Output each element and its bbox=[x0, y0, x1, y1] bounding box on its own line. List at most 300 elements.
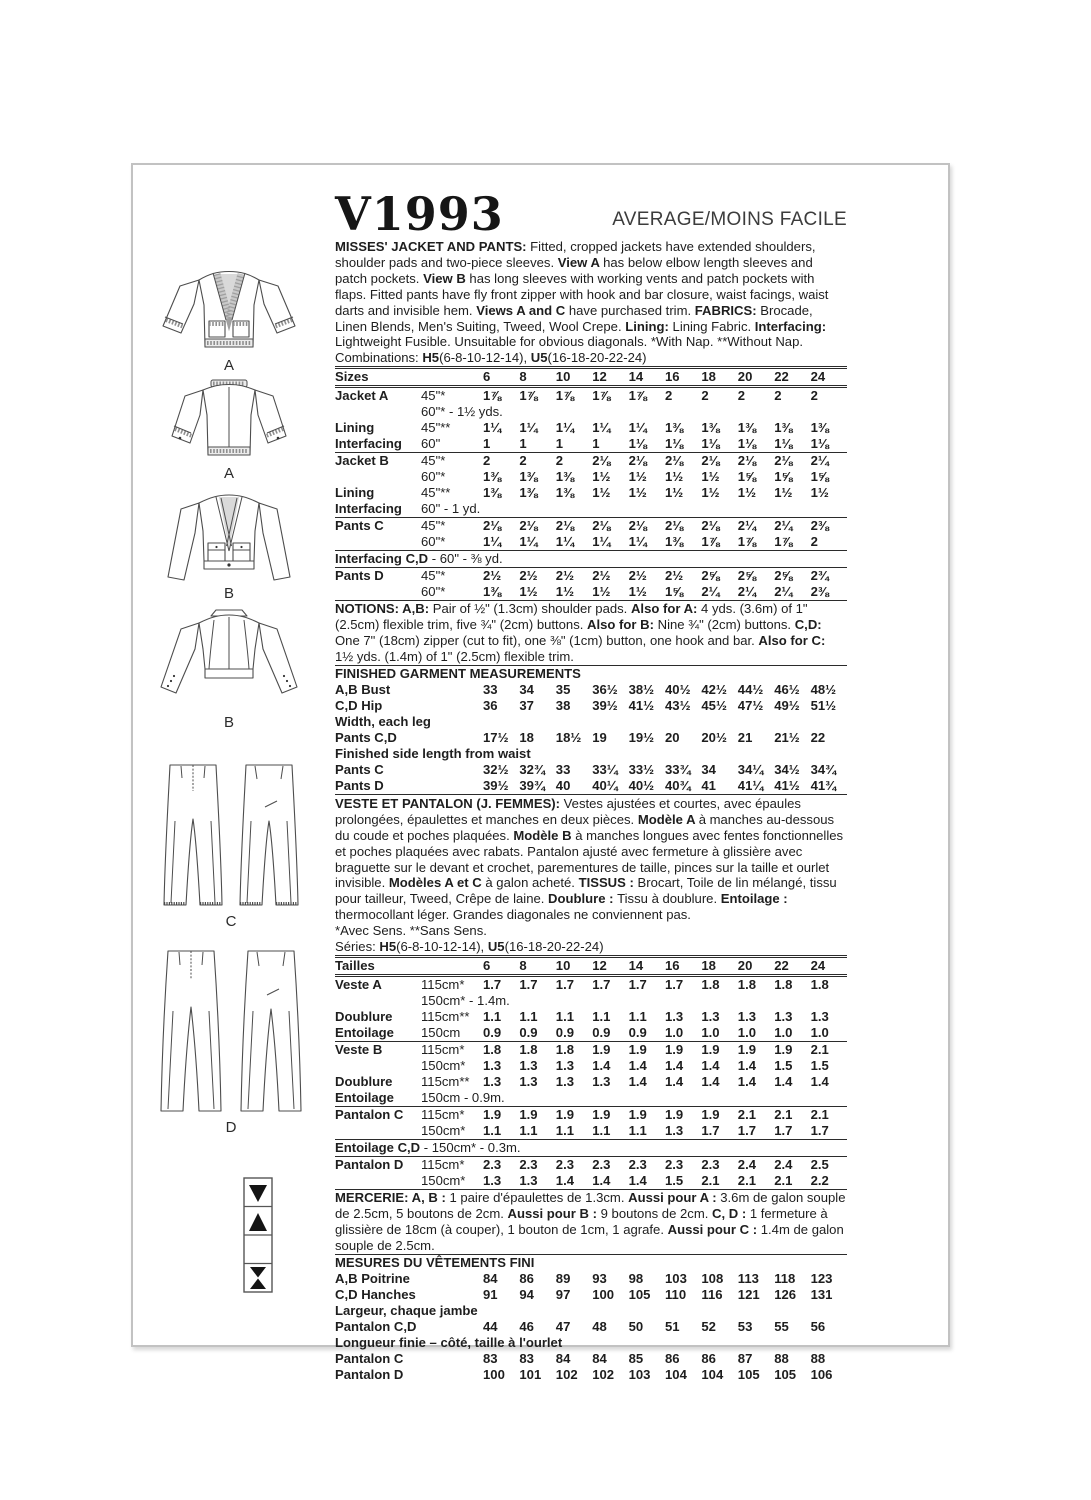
yardage-value: 1⅛ bbox=[665, 436, 684, 452]
table-row bbox=[335, 1367, 847, 1383]
yardage-value: 1.5 bbox=[810, 1057, 829, 1073]
yardage-value: 1.7 bbox=[665, 976, 684, 992]
yardage-value: 1⅜ bbox=[774, 420, 793, 436]
yardage-value: 1.9 bbox=[665, 1041, 684, 1057]
table-row bbox=[335, 388, 847, 404]
yardage-value: 1.7 bbox=[774, 1122, 793, 1138]
fabric-width-note: 60"* - 1½ yds. bbox=[421, 404, 503, 420]
yardage-value: 1⅛ bbox=[628, 436, 647, 452]
measurement-value: 40¾ bbox=[665, 777, 691, 793]
measurement-value: 52 bbox=[701, 1318, 716, 1334]
text-segment: H5 bbox=[379, 939, 397, 955]
yardage-value: 1.1 bbox=[519, 1008, 538, 1024]
yardage-value: 1⅜ bbox=[519, 485, 538, 501]
measurement-value: 40½ bbox=[665, 681, 691, 697]
text-segment: Entoilage C,D bbox=[335, 1139, 421, 1155]
title-row bbox=[335, 189, 847, 239]
size-column-header: 14 bbox=[628, 957, 644, 973]
yardage-value: 1.3 bbox=[665, 1008, 684, 1024]
text-segment: Vestes ajustées et courtes, avec épaules prolongées, épaulettes et manches en deux pièces. bbox=[335, 795, 801, 827]
text-segment: Lining Fabric. bbox=[672, 318, 755, 334]
jacket-a-back-drawing bbox=[161, 377, 297, 463]
yardage-value: 1¼ bbox=[555, 420, 574, 436]
table-row bbox=[335, 1106, 847, 1123]
yardage-value: 1.3 bbox=[519, 1057, 538, 1073]
yardage-value: 2 bbox=[519, 453, 527, 469]
text-segment: (16-18-20-22-24) bbox=[504, 939, 604, 955]
size-column-header: 24 bbox=[810, 957, 826, 973]
row-label: Pants C bbox=[335, 761, 384, 777]
yardage-value: 1.4 bbox=[737, 1057, 756, 1073]
row-label: Pantalon D bbox=[335, 1366, 404, 1382]
row-label: Interfacing bbox=[335, 501, 402, 517]
table-row bbox=[335, 1041, 847, 1058]
measurement-value: 51 bbox=[665, 1318, 680, 1334]
content-column bbox=[335, 189, 847, 1383]
yardage-value: 1⅞ bbox=[592, 388, 611, 404]
measurement-value: 55 bbox=[774, 1318, 789, 1334]
yardage-value: 1⅜ bbox=[665, 420, 684, 436]
text-segment: MERCERIE: A, B : bbox=[335, 1189, 450, 1205]
yardage-value: 1.1 bbox=[519, 1122, 538, 1138]
figure-label: B bbox=[223, 585, 234, 602]
text-segment: (6-8-10-12-14), bbox=[396, 939, 488, 955]
yardage-value: 1.1 bbox=[483, 1008, 502, 1024]
table-row bbox=[335, 1303, 847, 1319]
yardage-value: 1¼ bbox=[519, 420, 538, 436]
row-label bbox=[335, 534, 421, 550]
text-segment: Fitted, cropped jackets have extended shoulders, shoulder pads and two-piece sleeves. bbox=[335, 239, 816, 270]
fabric-width: 60"* bbox=[421, 469, 446, 485]
yardage-value: 1 bbox=[555, 436, 564, 452]
table-row bbox=[335, 1025, 847, 1041]
text-segment: Aussi pour C : bbox=[667, 1221, 761, 1237]
yardage-value: 1.9 bbox=[628, 1106, 647, 1122]
table-row bbox=[335, 550, 847, 567]
table-title: MESURES DU VÊTEMENTS FINI bbox=[335, 1254, 535, 1270]
measurement-value: 40¼ bbox=[592, 777, 618, 793]
yardage-value: 1¼ bbox=[483, 534, 502, 550]
measurement-value: 84 bbox=[483, 1270, 498, 1286]
size-column-header: 22 bbox=[774, 369, 789, 385]
measurement-value: 19 bbox=[592, 729, 607, 745]
mercerie-paragraph bbox=[335, 1190, 847, 1254]
yardage-value: 2 bbox=[774, 388, 782, 404]
yardage-value: 1½ bbox=[810, 485, 829, 501]
yardage-value: 1.9 bbox=[701, 1041, 720, 1057]
yardage-value: 2⅝ bbox=[774, 568, 793, 584]
yardage-value: 2.3 bbox=[555, 1156, 574, 1172]
table-note bbox=[335, 551, 847, 567]
measurement-value: 47½ bbox=[737, 697, 764, 713]
yardage-value: 1½ bbox=[665, 485, 684, 501]
yardage-value: 2¼ bbox=[774, 518, 793, 534]
yardage-value: 1.3 bbox=[555, 1057, 574, 1073]
measurement-value: 32½ bbox=[483, 761, 509, 777]
measurement-value: 39¾ bbox=[519, 777, 545, 793]
yardage-value: 1.3 bbox=[665, 1122, 684, 1138]
fabric-width-note: 60" - 1 yd. bbox=[421, 501, 481, 517]
yardage-value: 1.8 bbox=[483, 1041, 502, 1057]
yardage-value: 1.9 bbox=[701, 1106, 720, 1122]
yardage-value: 1.9 bbox=[483, 1106, 502, 1122]
yardage-value: 2⅛ bbox=[483, 518, 502, 534]
description-english bbox=[335, 239, 847, 350]
measurement-value: 110 bbox=[665, 1286, 687, 1302]
measurement-value: 93 bbox=[592, 1270, 607, 1286]
yardage-value: 1.7 bbox=[555, 976, 574, 992]
pants-d-drawing bbox=[159, 945, 303, 1117]
table-row bbox=[335, 584, 847, 600]
figure-label: D bbox=[225, 1119, 237, 1136]
measurement-value: 83 bbox=[519, 1350, 534, 1366]
size-column-header: 6 bbox=[483, 369, 491, 385]
yardage-value: 1.4 bbox=[737, 1073, 756, 1089]
size-column-header: 20 bbox=[737, 369, 753, 385]
yardage-value: 1.8 bbox=[555, 1041, 574, 1057]
yardage-value: 1½ bbox=[628, 469, 647, 485]
row-label: Jacket A bbox=[335, 388, 389, 404]
yardage-value: 1⅞ bbox=[519, 388, 538, 404]
size-column-header: 10 bbox=[555, 957, 571, 973]
fabric-width: 150cm bbox=[421, 1024, 461, 1040]
yardage-value: 2⅝ bbox=[737, 568, 756, 584]
measurement-value: 46½ bbox=[774, 681, 800, 697]
fabric-width: 115cm** bbox=[421, 1008, 470, 1024]
measurement-value: 101 bbox=[519, 1366, 542, 1382]
yardage-value: 2.1 bbox=[810, 1041, 829, 1057]
yardage-value: 1.3 bbox=[774, 1008, 793, 1024]
text-segment: Aussi pour B : bbox=[507, 1205, 601, 1221]
fabric-width: 150cm* bbox=[421, 1057, 466, 1073]
row-label: A,B Poitrine bbox=[335, 1270, 410, 1286]
jacket-b-back-drawing bbox=[151, 607, 307, 712]
text-segment: Pair of ½" (1.3cm) shoulder pads. bbox=[432, 601, 631, 617]
row-label bbox=[335, 584, 421, 600]
table-row bbox=[335, 1123, 847, 1139]
table-row bbox=[335, 436, 847, 452]
size-column-header: 12 bbox=[592, 369, 607, 385]
yardage-value: 2½ bbox=[628, 568, 647, 584]
row-label bbox=[335, 1123, 421, 1139]
text-segment: Lightweight Fusible. Unsuitable for obvious diagonals. *With Nap. **Without Nap. bbox=[335, 334, 803, 350]
yardage-value: 2⅛ bbox=[519, 518, 538, 534]
yardage-value: 1.7 bbox=[737, 1122, 756, 1138]
yardage-value: 1.9 bbox=[592, 1041, 611, 1057]
measurement-value: 18 bbox=[519, 729, 534, 745]
yardage-value: 2⅛ bbox=[592, 453, 611, 469]
table-row bbox=[335, 955, 847, 977]
measurement-value: 86 bbox=[519, 1270, 534, 1286]
measurement-value: 91 bbox=[483, 1286, 498, 1302]
fabric-width: 115cm** bbox=[421, 1073, 470, 1089]
measurement-value: 100 bbox=[592, 1286, 615, 1302]
text-segment: Brocart, Toile de lin mélangé, tissu pour tailleur, Tweed, Crêpe de laine. bbox=[335, 875, 837, 907]
text-segment: Tissu à doublure. bbox=[617, 891, 721, 907]
yardage-value: 2 bbox=[737, 388, 746, 404]
row-label: Veste B bbox=[335, 1041, 383, 1057]
table-row bbox=[335, 1009, 847, 1025]
yardage-value: 2.3 bbox=[701, 1156, 720, 1172]
table-row bbox=[335, 485, 847, 501]
yardage-value: 2.3 bbox=[519, 1156, 538, 1172]
fabric-width: 45"* bbox=[421, 518, 446, 534]
measurement-value: 45½ bbox=[701, 697, 727, 713]
row-label: Jacket B bbox=[335, 453, 389, 469]
yardage-value: 1½ bbox=[628, 584, 647, 600]
row-label: Pantalon C bbox=[335, 1106, 404, 1122]
measurement-value: 41¼ bbox=[737, 777, 764, 793]
measurement-value: 18½ bbox=[555, 729, 582, 745]
table-row bbox=[335, 1090, 847, 1106]
measurement-value: 17½ bbox=[483, 729, 509, 745]
measurement-value: 48 bbox=[592, 1318, 607, 1334]
yardage-value: 1⅜ bbox=[483, 485, 502, 501]
yardage-value: 1⅜ bbox=[737, 420, 756, 436]
table-row bbox=[335, 993, 847, 1009]
figure-label: A bbox=[223, 357, 234, 374]
text-segment: 1.4m de galon souple de 2.5cm. bbox=[335, 1221, 844, 1253]
measurement-value: 105 bbox=[774, 1366, 797, 1382]
row-label bbox=[335, 993, 421, 1009]
yardage-value: 2⅛ bbox=[555, 518, 574, 534]
yardage-value: 2.4 bbox=[774, 1156, 793, 1172]
yardage-value: 1.3 bbox=[519, 1073, 538, 1089]
figure-pants-d bbox=[159, 945, 303, 1136]
measurement-value: 126 bbox=[774, 1286, 797, 1302]
yardage-value: 1⅛ bbox=[701, 436, 720, 452]
table-row bbox=[335, 1319, 847, 1335]
description-french bbox=[335, 794, 847, 939]
yardage-value: 1⅝ bbox=[810, 469, 829, 485]
yardage-value: 2¼ bbox=[810, 453, 829, 469]
table-subhead: Longueur finie – côté, taille à l'ourlet bbox=[335, 1334, 563, 1350]
measurement-value: 102 bbox=[592, 1366, 615, 1382]
measurement-value: 98 bbox=[628, 1270, 644, 1286]
measurement-value: 56 bbox=[810, 1318, 826, 1334]
yardage-value: 2 bbox=[701, 388, 709, 404]
yardage-value: 1.9 bbox=[665, 1106, 684, 1122]
yardage-value: 1⅜ bbox=[555, 469, 574, 485]
table-note bbox=[335, 1140, 847, 1156]
row-label: Veste A bbox=[335, 976, 382, 992]
yardage-value: 1.1 bbox=[555, 1122, 574, 1138]
measurement-value: 83 bbox=[483, 1350, 498, 1366]
table-row bbox=[335, 534, 847, 550]
table-row bbox=[335, 469, 847, 485]
yardage-value: 1.4 bbox=[701, 1073, 720, 1089]
yardage-value: 1⅞ bbox=[555, 388, 574, 404]
yardage-value: 2½ bbox=[555, 568, 574, 584]
measurement-value: 34½ bbox=[774, 761, 800, 777]
yardage-value: 0.9 bbox=[483, 1024, 502, 1040]
text-segment: Entoilage : bbox=[720, 891, 788, 907]
text-segment: Interfacing: bbox=[754, 318, 827, 334]
yardage-value: 1¼ bbox=[483, 420, 502, 436]
measurement-value: 41½ bbox=[774, 777, 800, 793]
fabric-width: 150cm* bbox=[421, 1122, 466, 1138]
text-segment: Also for C: bbox=[758, 633, 826, 649]
text-segment: - 60" - ⅜ yd. bbox=[428, 551, 503, 567]
size-column-header: 20 bbox=[737, 957, 753, 973]
table-row bbox=[335, 1058, 847, 1074]
yardage-value: 1½ bbox=[774, 485, 793, 501]
size-column-header: 18 bbox=[701, 369, 716, 385]
text-segment: C, D : bbox=[712, 1205, 750, 1221]
yardage-value: 1⅞ bbox=[737, 534, 756, 550]
yardage-value: 1.7 bbox=[592, 976, 611, 992]
yardage-value: 2¼ bbox=[737, 584, 756, 600]
measurement-value: 48½ bbox=[810, 681, 837, 697]
yardage-value: 1.1 bbox=[555, 1008, 574, 1024]
text-segment: H5 bbox=[422, 350, 440, 366]
pattern-number: V1993 bbox=[335, 187, 504, 241]
yardage-value: 1¼ bbox=[555, 534, 574, 550]
table-row bbox=[335, 1156, 847, 1173]
yardage-value: 1⅝ bbox=[737, 469, 756, 485]
table-row bbox=[335, 517, 847, 534]
yardage-value: 2.4 bbox=[737, 1156, 756, 1172]
table-row bbox=[335, 666, 847, 682]
yardage-value: 1 bbox=[519, 436, 527, 452]
yardage-value: 1.8 bbox=[737, 976, 756, 992]
yardage-value: 2⅜ bbox=[810, 518, 829, 534]
table-row bbox=[335, 698, 847, 714]
row-label: Doublure bbox=[335, 1008, 393, 1024]
yardage-value: 2 bbox=[665, 388, 673, 404]
measurement-value: 105 bbox=[737, 1366, 760, 1382]
measurement-value: 102 bbox=[555, 1366, 578, 1382]
yardage-value: 2.3 bbox=[483, 1156, 502, 1172]
yardage-value: 1⅜ bbox=[483, 584, 502, 600]
text-segment: NOTIONS: A,B: bbox=[335, 601, 433, 617]
yardage-value: 2.1 bbox=[737, 1106, 756, 1122]
text-segment: Aussi pour A : bbox=[628, 1189, 721, 1205]
measurement-value: 40½ bbox=[628, 777, 655, 793]
measurement-value: 42½ bbox=[701, 681, 727, 697]
pattern-envelope-back bbox=[131, 163, 950, 1382]
measurement-value: 113 bbox=[737, 1270, 759, 1286]
measurement-value: 33¾ bbox=[665, 761, 691, 777]
measurement-value: 100 bbox=[483, 1366, 505, 1382]
text-segment: U5 bbox=[487, 939, 505, 955]
yardage-value: 1 bbox=[483, 436, 491, 452]
measurement-value: 34 bbox=[701, 761, 716, 777]
yardage-value: 1½ bbox=[701, 469, 720, 485]
yardage-value: 1¼ bbox=[592, 420, 611, 436]
yardage-value: 1.4 bbox=[555, 1172, 574, 1188]
fabric-width: 45"** bbox=[421, 420, 451, 436]
yardage-value: 1.9 bbox=[737, 1041, 756, 1057]
yardage-value: 1.4 bbox=[810, 1073, 829, 1089]
text-segment: U5 bbox=[530, 350, 548, 366]
measurement-value: 103 bbox=[665, 1270, 687, 1286]
measurement-value: 34¼ bbox=[737, 761, 764, 777]
table-row bbox=[335, 746, 847, 762]
yardage-value: 2⅛ bbox=[665, 518, 684, 534]
yardage-value: 1 bbox=[592, 436, 600, 452]
figure-pants-c bbox=[161, 759, 301, 930]
table-row bbox=[335, 778, 847, 794]
yardage-value: 1⅞ bbox=[483, 388, 502, 404]
measurement-value: 44½ bbox=[737, 681, 764, 697]
measurement-value: 106 bbox=[810, 1366, 833, 1382]
figure-label: B bbox=[223, 714, 234, 731]
measurement-value: 41 bbox=[701, 777, 716, 793]
text-segment: thermocollant léger. Grandes diagonales ne conviennent pas. bbox=[335, 907, 691, 923]
yardage-value: 1.3 bbox=[810, 1008, 829, 1024]
yardage-value: 2.2 bbox=[810, 1172, 829, 1188]
figure-label: C bbox=[225, 913, 237, 930]
yardage-value: 0.9 bbox=[628, 1024, 647, 1040]
yardage-value: 2.1 bbox=[774, 1172, 793, 1188]
measurement-value: 40 bbox=[555, 777, 571, 793]
yardage-value: 1.5 bbox=[665, 1172, 684, 1188]
yardage-table-metric bbox=[335, 955, 847, 1190]
text-segment: Lining: bbox=[625, 318, 673, 334]
yardage-value: 2.1 bbox=[810, 1106, 829, 1122]
row-label: Pantalon C bbox=[335, 1350, 404, 1366]
table-subhead: Finished side length from waist bbox=[335, 745, 531, 761]
yardage-value: 1½ bbox=[701, 485, 720, 501]
notions-paragraph bbox=[335, 601, 847, 665]
measurement-value: 20 bbox=[665, 729, 680, 745]
table-row bbox=[335, 1255, 847, 1271]
fabric-width: 45"** bbox=[421, 485, 451, 501]
yardage-value: 2¼ bbox=[774, 584, 793, 600]
table-row bbox=[335, 1139, 847, 1156]
measurement-value: 44 bbox=[483, 1318, 498, 1334]
row-label bbox=[335, 1173, 421, 1189]
size-column-header: 16 bbox=[665, 369, 680, 385]
measurement-value: 88 bbox=[774, 1350, 789, 1366]
fabric-width: 60" bbox=[421, 436, 441, 452]
table-row bbox=[335, 420, 847, 436]
text-segment: View B bbox=[423, 270, 470, 286]
text-segment: FABRICS: bbox=[694, 302, 761, 318]
yardage-table-imperial bbox=[335, 366, 847, 601]
yardage-value: 1¼ bbox=[592, 534, 611, 550]
yardage-value: 1.3 bbox=[519, 1172, 538, 1188]
yardage-value: 1⅛ bbox=[810, 436, 829, 452]
yardage-value: 2.5 bbox=[810, 1156, 829, 1172]
yardage-value: 1⅜ bbox=[810, 420, 829, 436]
fabric-width: 45"* bbox=[421, 568, 446, 584]
text-segment: (6-8-10-12-14), bbox=[439, 350, 531, 366]
table-row bbox=[335, 730, 847, 746]
fabric-width: 45"* bbox=[421, 388, 446, 404]
yardage-value: 1.1 bbox=[592, 1008, 611, 1024]
column-header: Sizes bbox=[335, 369, 369, 385]
table-row bbox=[335, 1287, 847, 1303]
yardage-value: 2.3 bbox=[665, 1156, 684, 1172]
yardage-value: 1¼ bbox=[628, 420, 647, 436]
yardage-value: 1½ bbox=[665, 469, 684, 485]
size-column-header: 8 bbox=[519, 957, 527, 973]
measurement-value: 41¾ bbox=[810, 777, 837, 793]
figure-jacket-a-front bbox=[153, 263, 305, 374]
text-segment: 9 boutons de 2cm. bbox=[600, 1205, 713, 1221]
row-label: Pants C bbox=[335, 518, 384, 534]
difficulty-rating: AVERAGE/MOINS FACILE bbox=[612, 209, 847, 230]
yardage-value: 1⅛ bbox=[737, 436, 756, 452]
size-column-header: 16 bbox=[665, 957, 680, 973]
yardage-value: 2 bbox=[483, 453, 491, 469]
yardage-value: 0.9 bbox=[555, 1024, 574, 1040]
measurement-value: 32¾ bbox=[519, 761, 545, 777]
yardage-value: 2 bbox=[810, 534, 818, 550]
row-label: C,D Hanches bbox=[335, 1286, 416, 1302]
